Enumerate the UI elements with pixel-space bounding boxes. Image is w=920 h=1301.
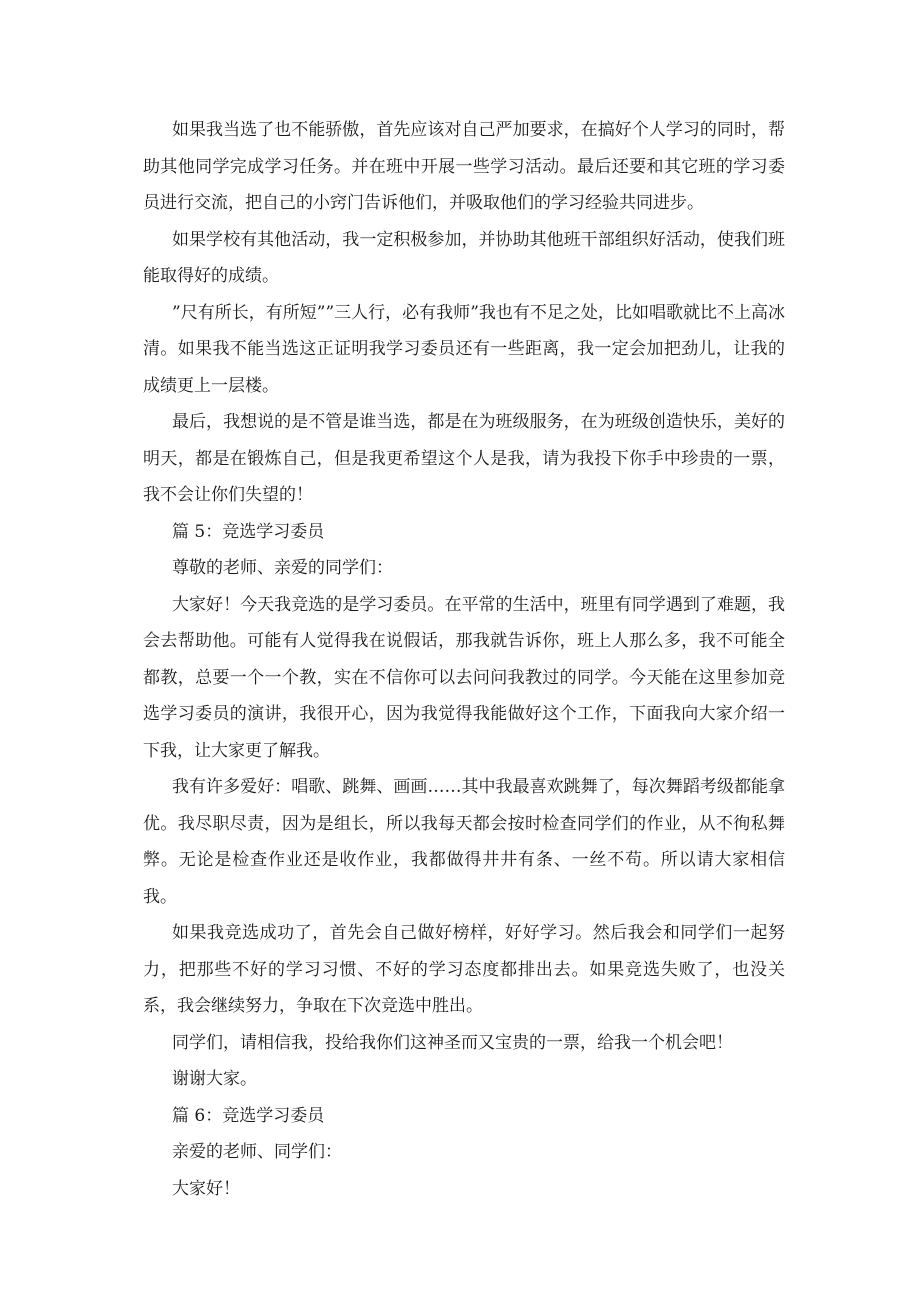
greeting: 大家好！ <box>172 1178 240 1199</box>
paragraph: 如果学校有其他活动，我一定积极参加，并协助其他班干部组织好活动，使我们班能取得好的成绩。 <box>143 229 785 286</box>
salutation: 尊敬的老师、亲爱的同学们： <box>172 558 393 578</box>
paragraph: 我有许多爱好：唱歌、跳舞、画画……其中我最喜欢跳舞了，每次舞蹈考级都能拿优。我尽职尽责，因为是组长，所以我每天都会按时检查同学们的作业，从不徇私舞弊。无论是检查作业还是收作业，我都做得井井有条、一丝不苟。所以请大家相信我。 <box>143 777 785 907</box>
paragraph: 最后，我想说的是不管是谁当选，都是在为班级服务，在为班级创造快乐，美好的明天，都是在锻炼自己，但是我更希望这个人是我，请为我投下你手中珍贵的一票，我不会让你们失望的！ <box>143 412 785 505</box>
paragraph: 如果我竞选成功了，首先会自己做好榜样，好好学习。然后我会和同学们一起努力，把那些不好的学习习惯、不好的学习态度都排出去。如果竞选失败了，也没关系，我会继续努力，争取在下次竞选中胜出。 <box>143 923 785 1016</box>
salutation: 亲爱的老师、同学们： <box>172 1142 342 1162</box>
closing-line: 谢谢大家。 <box>172 1069 257 1089</box>
paragraph: 同学们，请相信我，投给我你们这神圣而又宝贵的一票，给我一个机会吧！ <box>172 1032 733 1053</box>
document-body <box>143 112 785 1207</box>
paragraph: ”尺有所长，有所短””三人行，必有我师”我也有不足之处，比如唱歌就比不上高冰清。如果我不能当选这正证明我学习委员还有一些距离，我一定会加把劲儿，让我的成绩更上一层楼。 <box>143 302 785 396</box>
paragraph: 大家好！今天我竞选的是学习委员。在平常的生活中，班里有同学遇到了难题，我会去帮助他。可能有人觉得我在说假话，那我就告诉你，班上人那么多，我不可能全都教，总要一个一个教，实在不信你可以去问问我教过的同学。今天能在这里参加竞选学习委员的演讲，我很开心，因为我觉得我能做好这个工作，下面我向大家介绍一下我，让大家更了解我。 <box>143 594 785 761</box>
paragraph: 如果我当选了也不能骄傲，首先应该对自己严加要求，在搞好个人学习的同时，帮助其他同学完成学习任务。并在班中开展一些学习活动。最后还要和其它班的学习委员进行交流，把自己的小窍门告诉他们，并吸取他们的学习经验共同进步。 <box>143 120 785 213</box>
section-heading: 篇 6：竞选学习委员 <box>172 1105 325 1126</box>
section-heading: 篇 5：竞选学习委员 <box>172 521 325 542</box>
